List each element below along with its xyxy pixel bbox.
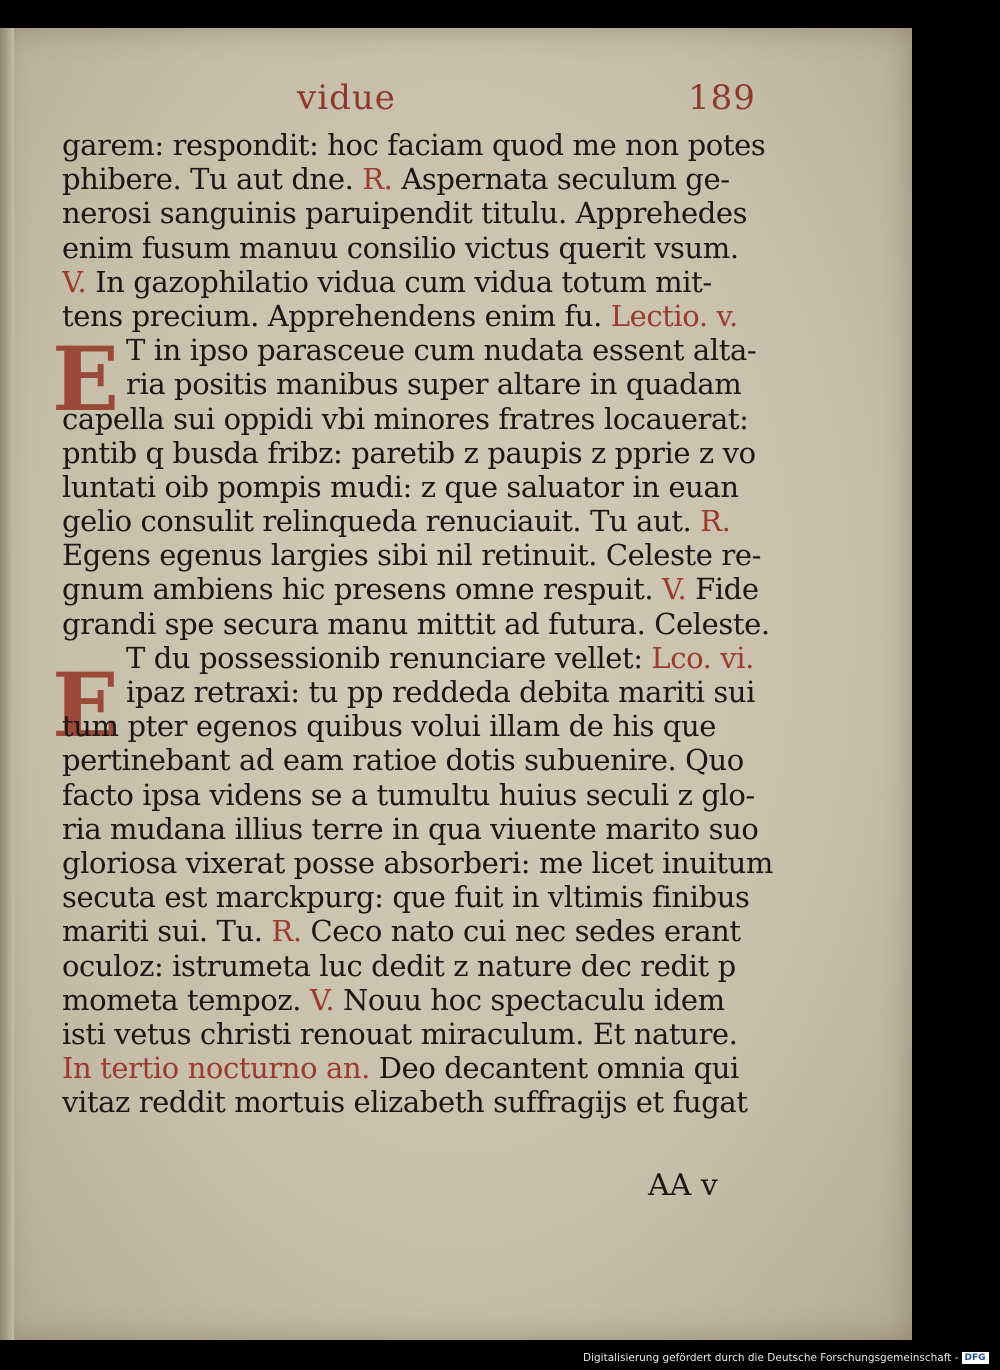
rubric-text: V. xyxy=(62,264,87,299)
text-line xyxy=(62,299,802,333)
rubric-text: R. xyxy=(362,162,393,197)
rubric-text: In tertio nocturno an. xyxy=(62,1051,379,1086)
body-text: vitaz reddit mortuis elizabeth suffragijs et fugat xyxy=(62,1085,748,1120)
body-text: capella sui oppidi vbi minores fratres locauerat: xyxy=(62,401,749,436)
text-line xyxy=(62,846,802,880)
text-line xyxy=(62,470,802,504)
text-line xyxy=(62,675,802,709)
body-text: Nouu hoc spectaculu idem xyxy=(334,982,725,1017)
text-line xyxy=(62,231,802,265)
running-title: vidue xyxy=(297,78,396,118)
body-text: secuta est marckpurg: que fuit in vltimis finibus xyxy=(62,880,750,915)
text-line xyxy=(62,778,802,812)
body-text: gelio consulit relinqueda renuciauit. Tu aut. xyxy=(62,504,701,539)
body-text: T du possessionib renunciare vellet: xyxy=(126,640,652,675)
body-text: isti vetus christi renouat miraculum. Et nature. xyxy=(62,1016,738,1051)
body-text: oculoz: istrumeta luc dedit z nature dec redit p xyxy=(62,948,736,983)
text-line xyxy=(62,1051,802,1085)
body-text: In gazophilatio vidua cum vidua totum mit- xyxy=(86,264,712,299)
body-text: Egens egenus largies sibi nil retinuit. Celeste re- xyxy=(62,538,762,573)
page-number: 189 xyxy=(688,78,756,118)
body-text: ipaz retraxi: tu pp reddeda debita mariti sui xyxy=(126,675,755,709)
body-text: tens precium. Apprehendens enim fu. xyxy=(62,298,611,333)
body-text: Fide xyxy=(686,572,759,607)
page-gutter-shadow xyxy=(0,28,14,1340)
text-line xyxy=(62,709,802,743)
body-text: Aspernata seculum ge- xyxy=(392,162,730,197)
body-text: Deo decantent omnia qui xyxy=(378,1051,739,1086)
credit-text: Digitalisierung gefördert durch die Deutsche Forschungsgemeinschaft - xyxy=(583,1352,959,1364)
text-line xyxy=(62,162,802,196)
body-text: mometa tempoz. xyxy=(62,982,310,1017)
text-line xyxy=(62,128,802,162)
body-text: enim fusum manuu consilio victus querit vsum. xyxy=(62,230,739,265)
text-line xyxy=(62,743,802,777)
text-line xyxy=(62,367,802,401)
text-line xyxy=(62,265,802,299)
body-text: facto ipsa videns se a tumultu huius seculi z glo- xyxy=(62,777,755,812)
rubric-text: V. xyxy=(309,982,335,1017)
body-text: grandi spe secura manu mittit ad futura. Celeste. xyxy=(62,606,770,641)
text-line xyxy=(62,196,802,230)
body-text: garem: respondit: hoc faciam quod me non potes xyxy=(62,128,766,162)
text-line xyxy=(62,983,802,1017)
text-line xyxy=(62,812,802,846)
digitization-credit xyxy=(583,1352,989,1364)
body-text: gnum ambiens hic presens omne respuit. xyxy=(62,572,662,607)
body-text: T in ipso parasceue cum nudata essent alta- xyxy=(126,333,757,368)
text-line xyxy=(62,607,802,641)
rubric-text: V. xyxy=(661,572,687,607)
text-line xyxy=(62,572,802,606)
signature-mark: AA v xyxy=(648,1168,718,1203)
body-text: ria positis manibus super altare in quadam xyxy=(126,367,742,402)
text-line xyxy=(62,1085,802,1119)
body-text: ria mudana illius terre in qua viuente marito suo xyxy=(62,811,759,846)
body-text: pertinebant ad eam ratioe dotis subuenire. Quo xyxy=(62,743,744,778)
rubric-text: R. xyxy=(271,914,302,949)
text-line xyxy=(62,538,802,572)
body-text: phibere. Tu aut dne. xyxy=(62,162,363,197)
decorated-initial: E xyxy=(52,327,120,431)
text-line xyxy=(62,949,802,983)
body-text: pntib q busda fribz: paretib z paupis z pprie z vo xyxy=(62,435,756,470)
body-text: nerosi sanguinis paruipendit titulu. Apprehedes xyxy=(62,196,748,231)
text-line xyxy=(62,914,802,948)
text-block xyxy=(62,128,802,1119)
body-text: luntati oib pompis mudi: z que saluator in euan xyxy=(62,469,739,504)
rubric-text: Lco. vi. xyxy=(651,640,754,675)
text-line xyxy=(62,402,802,436)
body-text: gloriosa vixerat posse absorberi: me licet inuitum xyxy=(62,845,774,880)
text-line xyxy=(62,880,802,914)
text-line xyxy=(62,333,802,367)
text-line xyxy=(62,1017,802,1051)
text-line xyxy=(62,436,802,470)
rubric-text: Lectio. v. xyxy=(610,298,738,333)
body-text: mariti sui. Tu. xyxy=(62,914,272,949)
body-text: tum pter egenos quibus volui illam de his que xyxy=(62,709,717,744)
text-line xyxy=(62,504,802,538)
body-text: Ceco nato cui nec sedes erant xyxy=(301,914,741,949)
decorated-initial: E xyxy=(52,653,120,757)
rubric-text: R. xyxy=(700,504,731,539)
dfg-logo: DFG xyxy=(962,1352,989,1364)
text-line xyxy=(62,641,802,675)
